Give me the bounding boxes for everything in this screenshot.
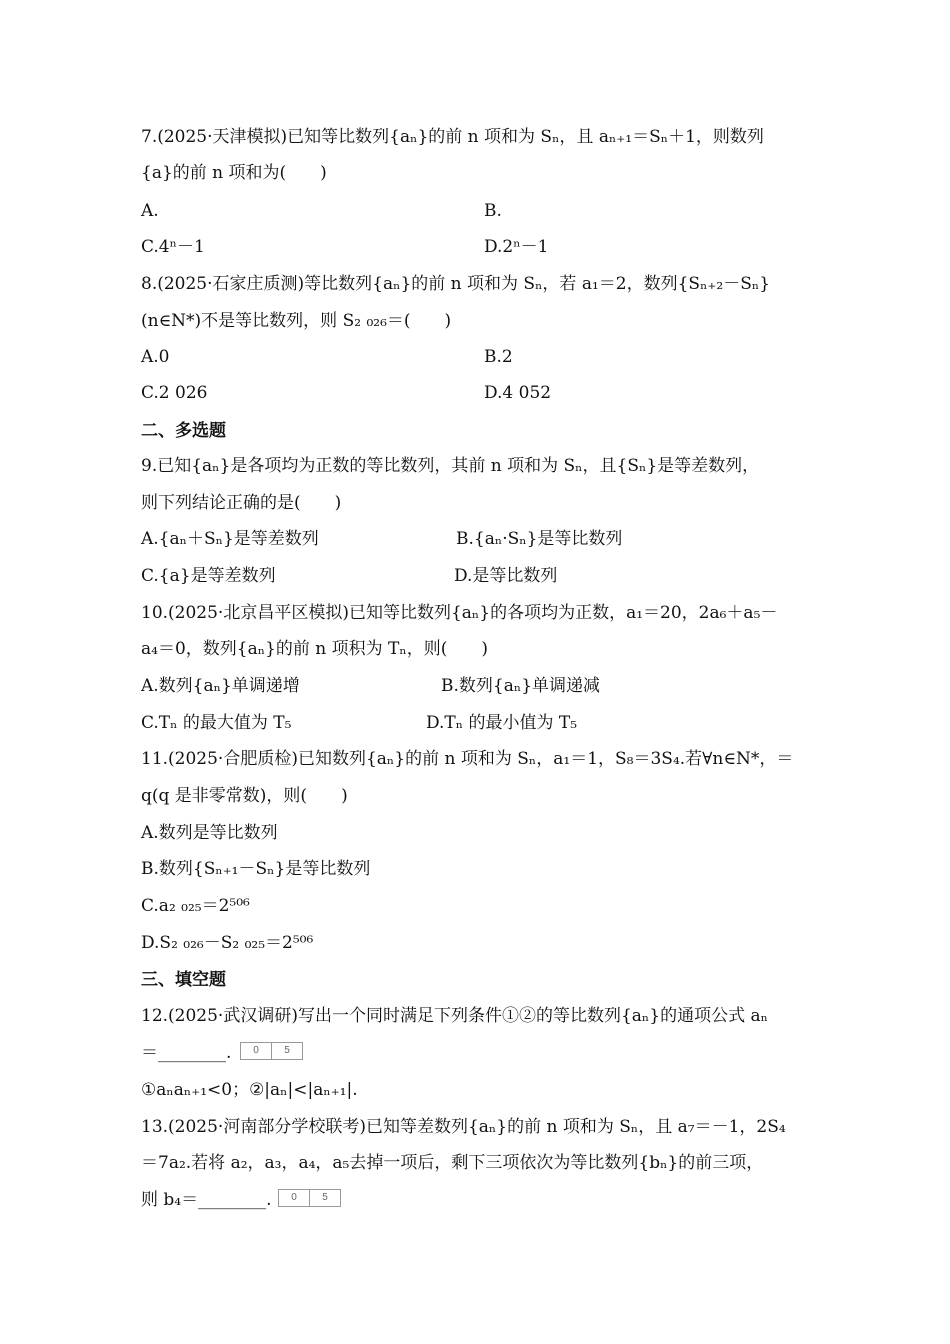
section-heading-multiple-choice: 二、多选题 (141, 421, 226, 441)
q13-score-box (278, 1189, 341, 1207)
q10-option-a: A.数列{aₙ}单调递增 (141, 676, 300, 696)
q7-line1: 7.(2025·天津模拟)已知等比数列{aₙ}的前 n 项和为 Sₙ，且 aₙ₊₁＝Sₙ＋1，则数列 (141, 127, 764, 147)
q11-option-c: C.a₂ ₀₂₅＝2⁵⁰⁶ (141, 896, 250, 916)
q10-line1: 10.(2025·北京昌平区模拟)已知等比数列{aₙ}的各项均为正数，a₁＝20，2a₆＋a₅－ (141, 603, 778, 623)
q9-option-d: D.是等比数列 (454, 566, 558, 586)
q8-option-a: A.0 (141, 347, 170, 367)
q8-line1: 8.(2025·石家庄质测)等比数列{aₙ}的前 n 项和为 Sₙ，若 a₁＝2，数列{Sₙ₊₂－Sₙ} (141, 274, 771, 294)
q12-line3: ①aₙaₙ₊₁<0；②|aₙ|<|aₙ₊₁|. (141, 1080, 358, 1100)
q8-option-c: C.2 026 (141, 383, 208, 403)
q8-line2: (n∈N*)不是等比数列，则 S₂ ₀₂₆＝( ) (141, 311, 452, 331)
q8-option-b: B.2 (484, 347, 513, 367)
q12-line1: 12.(2025·武汉调研)写出一个同时满足下列条件①②的等比数列{aₙ}的通项公式 aₙ (141, 1006, 768, 1026)
q11-option-d: D.S₂ ₀₂₆－S₂ ₀₂₅＝2⁵⁰⁶ (141, 933, 314, 953)
section-heading-fill-in: 三、填空题 (141, 970, 226, 990)
q7-option-c: C.4ⁿ－1 (141, 237, 205, 257)
q7-option-d: D.2ⁿ－1 (484, 237, 549, 257)
q11-line2: q(q 是非零常数)，则( ) (141, 786, 348, 806)
q10-option-c: C.Tₙ 的最大值为 T₅ (141, 713, 292, 733)
q13-line3: 则 b₄＝________. (141, 1190, 272, 1210)
q13-line2: ＝7a₂.若将 a₂，a₃，a₄，a₅去掉一项后，剩下三项依次为等比数列{bₙ}的前三项， (141, 1153, 764, 1173)
q7-option-b: B. (484, 201, 502, 221)
q10-option-d: D.Tₙ 的最小值为 T₅ (426, 713, 578, 733)
q7-line2: {a}的前 n 项和为( ) (141, 163, 327, 183)
q12-score-box (240, 1042, 303, 1060)
q7-option-a: A. (141, 201, 159, 221)
q11-option-a: A.数列是等比数列 (141, 823, 278, 843)
q9-line1: 9.已知{aₙ}是各项均为正数的等比数列，其前 n 项和为 Sₙ，且{Sₙ}是等差数列， (141, 456, 760, 476)
q9-line2: 则下列结论正确的是( ) (141, 493, 342, 513)
q8-option-d: D.4 052 (484, 383, 552, 403)
q9-option-a: A.{aₙ＋Sₙ}是等差数列 (141, 529, 319, 549)
q9-option-c: C.{a}是等差数列 (141, 566, 276, 586)
q10-option-b: B.数列{aₙ}单调递减 (441, 676, 601, 696)
q12-line2: ＝________. (141, 1043, 232, 1063)
score-cell: 0 (291, 1192, 297, 1203)
q11-line1: 11.(2025·合肥质检)已知数列{aₙ}的前 n 项和为 Sₙ，a₁＝1，S₈＝3S₄.若∀n∈N*，＝ (141, 749, 794, 769)
score-cell: 0 (253, 1045, 259, 1056)
q9-option-b: B.{aₙ·Sₙ}是等比数列 (456, 529, 623, 549)
score-cell: 5 (309, 1190, 340, 1206)
q10-line2: a₄＝0，数列{aₙ}的前 n 项积为 Tₙ，则( ) (141, 639, 489, 659)
q11-option-b: B.数列{Sₙ₊₁－Sₙ}是等比数列 (141, 859, 371, 879)
score-cell: 5 (271, 1043, 302, 1059)
q13-line1: 13.(2025·河南部分学校联考)已知等差数列{aₙ}的前 n 项和为 Sₙ，且 a₇＝－1，2S₄ (141, 1117, 786, 1137)
